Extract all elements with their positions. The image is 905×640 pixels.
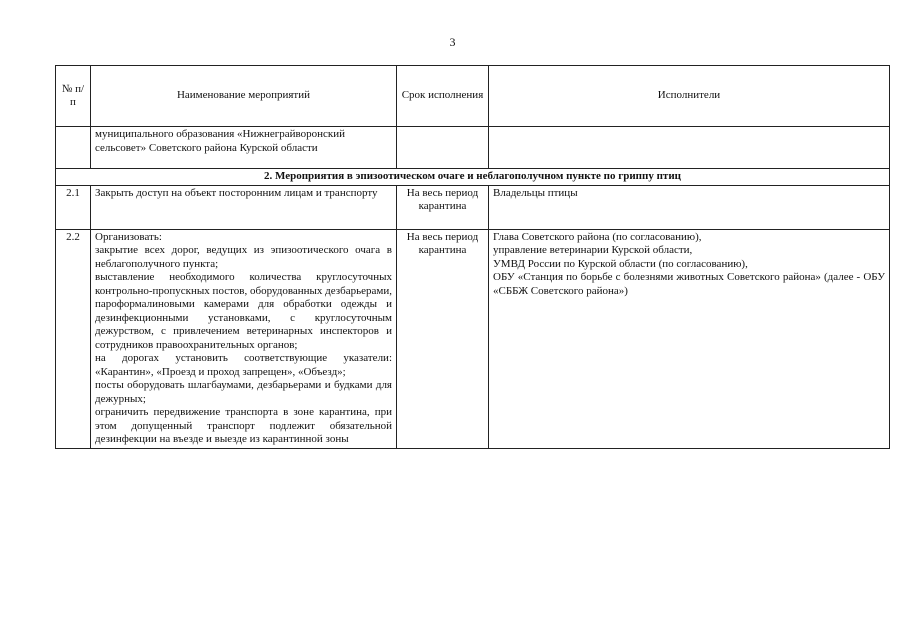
header-num: № п/п <box>56 66 91 127</box>
row-executor-line: Владельцы птицы <box>493 186 578 199</box>
row-name-line: закрытие всех дорог, ведущих из эпизоотического очага в неблагополучного пункта; <box>95 244 392 270</box>
section-title: 2. Мероприятия в эпизоотическом очаге и неблагополучном пункте по гриппу птиц <box>56 169 890 186</box>
table-header-row <box>56 66 890 127</box>
row-executors <box>489 229 890 448</box>
row-num: 2.2 <box>56 229 91 448</box>
table-row-continued <box>56 127 890 169</box>
continued-num-cell <box>56 127 91 169</box>
header-name: Наименование мероприятий <box>91 66 397 127</box>
row-name-line: на дорогах установить соответствующие указатели: «Карантин», «Проезд и проход запрещен», «Объезд»; <box>95 352 392 378</box>
row-executor-line: управление ветеринарии Курской области, <box>493 244 693 256</box>
section-row <box>56 169 890 186</box>
table-row <box>56 185 890 229</box>
row-executors <box>489 185 890 229</box>
row-executor-line: ОБУ «Станция по борьбе с болезнями животных Советского района» (далее - ОБУ «СББЖ Советского района») <box>493 271 885 297</box>
row-num: 2.1 <box>56 185 91 229</box>
row-name <box>91 185 397 229</box>
continued-executors-cell <box>489 127 890 169</box>
header-executors: Исполнители <box>489 66 890 127</box>
row-name-line: Организовать: <box>95 230 162 243</box>
continued-term-cell <box>397 127 489 169</box>
row-name <box>91 229 397 448</box>
page-number: 3 <box>449 35 456 49</box>
row-executor-line: Глава Советского района (по согласованию), <box>493 230 702 243</box>
row-term: На весь период карантина <box>397 229 489 448</box>
continued-name-cell: муниципального образования «Нижнеграйворонский сельсовет» Советского района Курской области <box>91 127 397 169</box>
row-term: На весь период карантина <box>397 185 489 229</box>
row-name-line: ограничить передвижение транспорта в зоне карантина, при этом допущенный транспорт подлежит обязательной дезинфекции на въезде и выезде из карантинной зоны <box>95 406 392 445</box>
row-name-line: посты оборудовать шлагбаумами, дезбарьерами и будками для дежурных; <box>95 379 392 405</box>
row-name-line: выставление необходимого количества круглосуточных контрольно-пропускных постов, оборудованных дезбарьерами, пароформалиновыми камерами для обработки одежды и дезинфекционными установками, с круглосуточным дежурством, с привлечением ветеринарных инспекторов и сотрудников правоохранительных органов; <box>95 271 392 351</box>
header-term: Срок исполнения <box>397 66 489 127</box>
row-name-line: Закрыть доступ на объект посторонним лицам и транспорту <box>95 186 378 199</box>
row-executor-line: УМВД России по Курской области (по согласованию), <box>493 257 748 270</box>
measures-table <box>55 65 890 449</box>
table-row <box>56 229 890 448</box>
